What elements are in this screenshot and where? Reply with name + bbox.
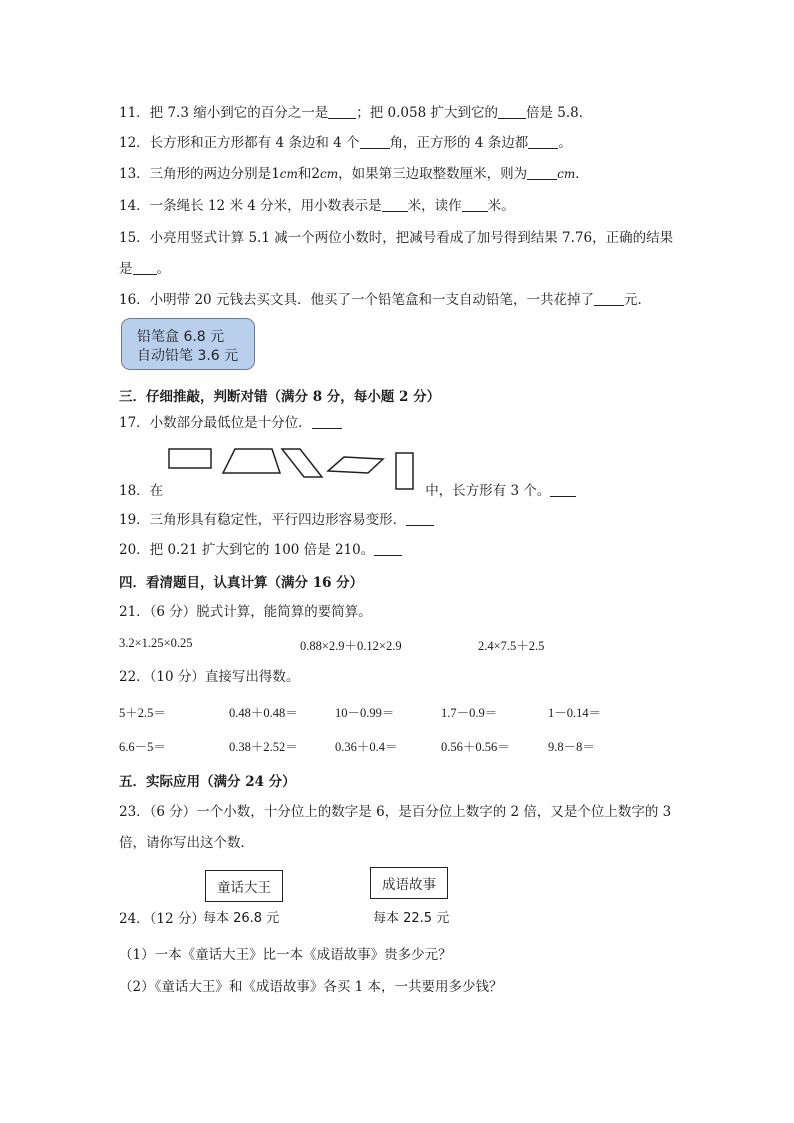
expression: 2.4×7.5＋2.5 (478, 639, 545, 653)
expression: 10－0.99＝ (335, 706, 395, 720)
question-15-cont: 是 。 (119, 261, 170, 277)
shape-parallelogram-2 (328, 457, 383, 473)
shape-trapezoid (223, 449, 280, 473)
question-24: 24．（12 分） (119, 911, 205, 927)
answer-blank[interactable] (312, 414, 342, 429)
answer-blank[interactable] (133, 260, 157, 275)
question-23: 23．（6 分）一个小数，十分位上的数字是 6，是百分位上数字的 2 倍，又是个位上数字的 3 (119, 804, 672, 820)
answer-blank[interactable] (406, 511, 434, 526)
expression: 0.36＋0.4＝ (335, 740, 398, 754)
book-price: 每本 22.5 元 (373, 911, 450, 926)
question-24-sub-2: （2）《童话大王》和《成语故事》各买 1 本，一共要用多少钱？ (119, 979, 503, 995)
expression: 0.56＋0.56＝ (441, 740, 510, 754)
question-18: 18．在 中，长方形有 3 个。 (119, 482, 576, 500)
expression: 1.7－0.9＝ (441, 706, 498, 720)
section-4-heading: 四．看清题目，认真计算（满分 16 分） (119, 575, 364, 591)
question-22: 22．（10 分）直接写出得数。 (119, 669, 300, 685)
answer-blank[interactable] (382, 197, 408, 212)
question-20: 20．把 0.21 扩大到它的 100 倍是 210。 (119, 541, 402, 559)
question-13: 13．三角形的两边分别是1cm和2cm，如果第三边取整数厘米，则为 cm． (119, 166, 589, 182)
answer-blank[interactable] (328, 104, 356, 119)
question-14: 14．一条绳长 12 米 4 分米，用小数表示是 米，读作 米。 (119, 198, 515, 214)
question-16: 16．小明带 20 元钱去买文具．他买了一个铅笔盒和一支自动铅笔，一共花掉了 元． (119, 292, 651, 308)
expression: 0.48＋0.48＝ (229, 706, 298, 720)
shape-rectangle-1 (169, 449, 211, 468)
expression: 3.2×1.25×0.25 (119, 636, 193, 650)
price-box: 铅笔盒 6.8 元 自动铅笔 3.6 元 (121, 318, 255, 370)
question-17: 17．小数部分最低位是十分位． (119, 414, 342, 432)
question-11: 11．把 7.3 缩小到它的百分之一是 ；把 0.058 扩大到它的 倍是 5.8． (119, 105, 593, 121)
expression: 1－0.14＝ (548, 706, 602, 720)
expression: 0.38＋2.52＝ (229, 740, 298, 754)
answer-blank[interactable] (528, 134, 558, 149)
question-24-sub-1: （1）一本《童话大王》比一本《成语故事》贵多少元？ (119, 947, 452, 963)
expression: 5＋2.5＝ (119, 706, 166, 720)
question-12: 12．长方形和正方形都有 4 条边和 4 个 角，正方形的 4 条边都 。 (119, 135, 572, 151)
book-price: 每本 26.8 元 (203, 911, 280, 926)
section-5-heading: 五．实际应用（满分 24 分） (119, 774, 296, 790)
question-23-cont: 倍，请你写出这个数． (119, 835, 254, 851)
question-15: 15．小亮用竖式计算 5.1 减一个两位小数时，把减号看成了加号得到结果 7.76，正确的结果 (119, 230, 674, 246)
book-box-fairy-tale: 童话大王 (205, 870, 283, 902)
expression: 0.88×2.9＋0.12×2.9 (300, 639, 402, 653)
expression: 9.8－8＝ (548, 740, 595, 754)
question-19: 19．三角形具有稳定性，平行四边形容易变形． (119, 511, 434, 529)
answer-blank[interactable] (550, 482, 576, 497)
answer-blank[interactable] (594, 291, 624, 306)
answer-blank[interactable] (374, 541, 402, 556)
section-3-heading: 三．仔细推敲，判断对错（满分 8 分，每小题 2 分） (119, 389, 441, 405)
question-21: 21．（6 分）脱式计算，能简算的要简算。 (119, 604, 372, 620)
expression: 6.6－5＝ (119, 740, 166, 754)
answer-blank[interactable] (360, 134, 390, 149)
answer-blank[interactable] (498, 104, 526, 119)
book-box-idiom-stories: 成语故事 (370, 867, 448, 899)
answer-blank[interactable] (527, 165, 557, 180)
shape-parallelogram-1 (282, 449, 322, 477)
answer-blank[interactable] (462, 197, 488, 212)
